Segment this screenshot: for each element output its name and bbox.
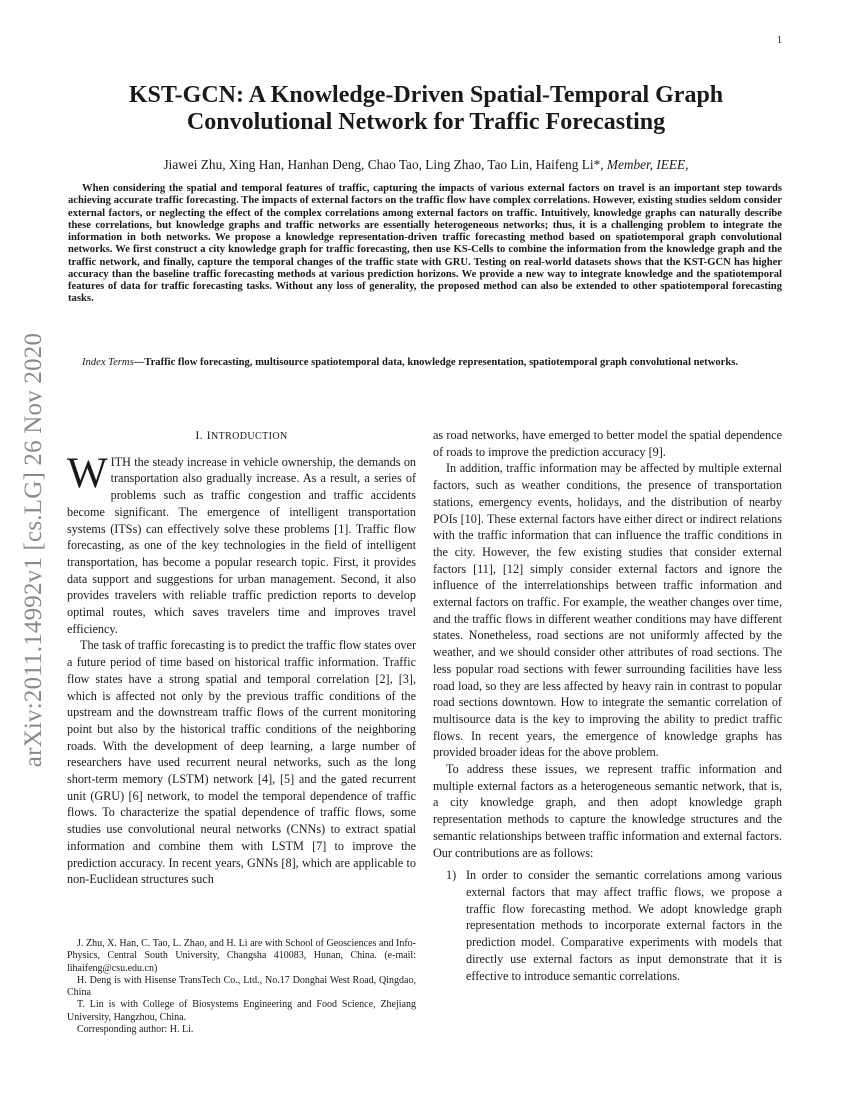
index-terms-label: Index Terms: [82, 357, 134, 368]
section-title-initial: I: [206, 428, 211, 442]
arxiv-stamp: [14, 300, 54, 800]
footnote-affiliation-1: J. Zhu, X. Han, C. Tao, L. Zhao, and H. Li are with School of Geosciences and Info-Physics, Central South University, Changsha 410083, Hunan, China. (e-mail: lihaifeng@csu.edu.cn): [67, 938, 416, 974]
footnote-affiliation-2: H. Deng is with Hisense TransTech Co., Ltd., No.17 Donghai West Road, Qingdao, China: [67, 974, 416, 999]
authors-membership: Member, IEEE,: [606, 157, 689, 172]
first-word-rest: ITH: [110, 454, 131, 469]
intro-paragraph-1-text: the steady increase in vehicle ownership, the demands on transportation also gradually increase. As a result, a series of problems such as traffic congestion and traffic accidents become significant. The emergence of intelligent transportation systems (ITSs) can effectively solve these problems [1]. Traffic flow forecasting, as one of the key technologies in the field of intelligent transportation, has become a popular research topic. First, it provides data support and suggestions for urban management. Second, it also provides travelers with reliable traffic prediction reports to develop optimal routes, which saves travelers time and improves travel efficiency.: [67, 454, 417, 636]
authors-names: Jiawei Zhu, Xing Han, Hanhan Deng, Chao Tao, Ling Zhao, Tao Lin, Haifeng Li*,: [163, 157, 604, 172]
arxiv-stamp-text: arXiv:2011.14992v1 [cs.LG] 26 Nov 2020: [20, 332, 47, 768]
section-heading-introduction: [67, 427, 416, 446]
drop-cap: W: [67, 449, 108, 497]
contribution-item-1: [433, 867, 782, 984]
title-line-1: KST-GCN: A Knowledge-Driven Spatial-Temporal Graph: [128, 82, 724, 108]
intro-paragraph-4: In addition, traffic information may be affected by multiple external factors, such as weather conditions, the presence of transportation stations, emergency events, holidays, and the distribution of nearby POIs [10]. These external factors have either direct or indirect relations with the traffic information that can influence the traffic conditions in the city. However, the few existing studies that consider external factors [11], [12] simply consider external factors and ignore the influence of the interrelationships between traffic information and external factors on traffic. For example, the weather changes over time, and the traffic flows in different weather conditions may have different states. Nonetheless, road sections are not uniformly affected by the weather, and we should consider other attributes of road sections. The less popular road sections with fewer surrounding facilities have less road load, so they are less affected by heavy rain in contrast to popular road sections downtown. How to integrate the semantic correlation of multisource data is the key to improving the ability to predict traffic flows. In recent years, the emergence of knowledge graphs has provided broader ideas for the above problem.: [433, 461, 782, 760]
section-number: I.: [195, 428, 207, 442]
intro-paragraph-3: as road networks, have emerged to better model the spatial dependence of roads to improve the prediction accuracy [9].: [433, 428, 782, 459]
index-terms-text: —Traffic flow forecasting, multisource spatiotemporal data, knowledge representation, spatiotemporal graph convolutional networks.: [133, 357, 739, 368]
contributions-list: [433, 867, 782, 984]
intro-paragraph-2: The task of traffic forecasting is to predict the traffic flow states over a future period of time based on historical traffic information. Traffic flow states have a strong spatial and temporal correlation [2], [3], which is affected not only by the previous traffic conditions of the upstream and the downstream traffic flows of the current monitoring point but also by the historical traffic conditions of the neighboring roads. With the development of deep learning, a large number of researchers have used recurrent neural networks, such as the long short-term memory (LSTM) network [4], [5] and the gated recurrent unit (GRU) [6] network, to model the temporal dependence of traffic flows. To characterize the spatial dependence of traffic flows, some studies use convolutional neural networks (CNNs) to extract spatial information and combine them with LSTM [7] to improve the prediction accuracy. In recent years, GNNs [8], which are applicable to non-Euclidean structures such: [67, 638, 416, 887]
abstract: When considering the spatial and temporal features of traffic, capturing the impacts of various external factors on travel is an important step towards achieving accurate traffic forecasting. The impacts of external factors on the traffic flow have complex correlations. However, existing studies seldom consider external factors, or neglecting the effect of the complex correlations among external factors on traffic. Intuitively, knowledge graphs can naturally describe these correlations, but knowledge graphs and traffic networks are essentially heterogeneous networks; thus, it is a challenging problem to integrate the information in both networks. We propose a knowledge representation-driven traffic forecasting method based on spatiotemporal graph convolutional networks. We first construct a city knowledge graph for traffic forecasting, then use KS-Cells to combine the information from the knowledge graph and the traffic network, and finally, capture the temporal changes of the traffic state with GRU. Testing on real-world datasets shows that the KST-GCN has higher accuracy than the baseline traffic forecasting methods at various prediction horizons. We provide a new way to integrate knowledge and the spatiotemporal features of data for traffic forecasting tasks. Without any loss of generality, the proposed method can also be extended to other spatiotemporal forecasting tasks.: [68, 183, 782, 305]
index-terms: [68, 357, 782, 369]
contribution-item-text: In order to consider the semantic correlations among various external factors that may affect traffic flows, we propose a traffic flow forecasting method. We adopt knowledge graph representation methods to incorporate external factors in the prediction model. Comparative experiments with models that directly use external factors as input demonstrate that it is effective to introduce semantic correlations.: [466, 868, 782, 983]
footnotes: [67, 938, 416, 1036]
author-list: [70, 157, 782, 173]
contribution-item-number: 1): [446, 868, 457, 883]
left-column: [67, 427, 416, 888]
intro-paragraph-5: To address these issues, we represent traffic information and multiple external factors as a heterogeneous semantic network, that is, a city knowledge graph, and then adopt knowledge graph representation methods to capture the knowledge structures and the semantic relationships between traffic information and external factors. Our contributions are as follows:: [433, 762, 782, 860]
page-number: 1: [777, 35, 782, 46]
paper-title: [70, 82, 782, 136]
title-line-2: Convolutional Network for Traffic Forecasting: [186, 109, 666, 135]
footnote-corresponding-author: Corresponding author: H. Li.: [77, 1024, 194, 1036]
footnote-affiliation-3: T. Lin is with College of Biosystems Engineering and Food Science, Zhejiang University, Hangzhou, China.: [67, 999, 416, 1023]
intro-paragraph-1: [67, 449, 417, 638]
right-column: [433, 427, 782, 984]
section-title-rest: NTRODUCTION: [210, 431, 288, 442]
